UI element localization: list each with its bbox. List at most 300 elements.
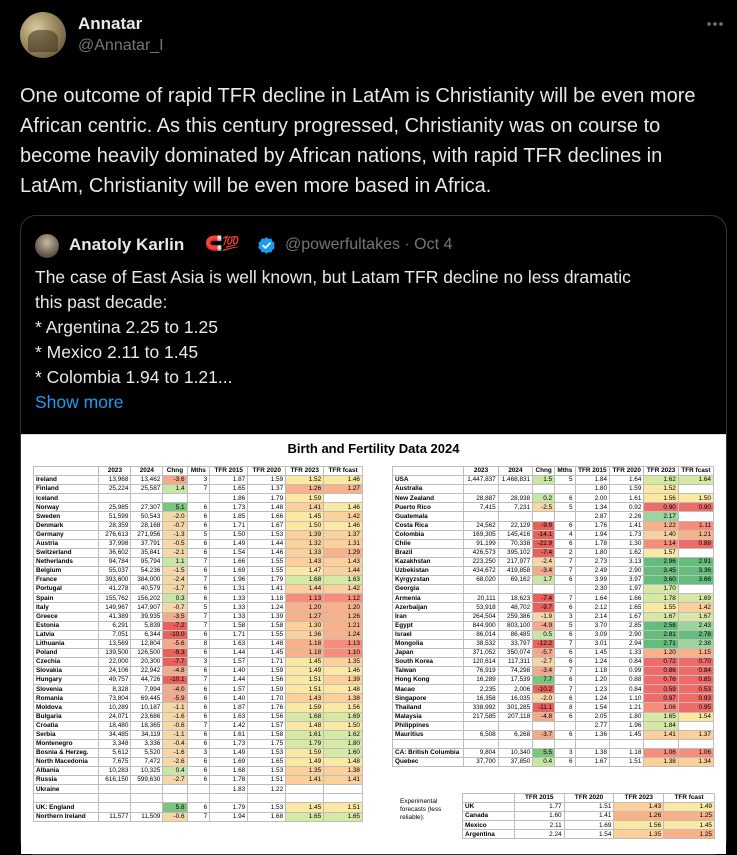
europe-row [34,758,363,767]
world-value-cell: 68,020 [464,576,498,585]
europe-value-cell: 599,630 [131,776,163,785]
europe-value-cell: 1.46 [324,476,363,485]
europe-value-cell: 50,543 [131,512,163,521]
world-country-cell: CA: British Columbia [393,748,464,757]
europe-value-cell: 7 [187,612,210,621]
europe-value-cell: 55,037 [99,567,131,576]
world-value-cell: 1.56 [644,494,678,503]
world-header-cell: TFR 2023 [644,467,678,476]
world-value-cell: 0.4 [533,758,555,767]
world-row [393,621,714,630]
europe-value-cell: 1.86 [210,494,248,503]
world-value-cell: 0.70 [678,657,713,666]
europe-country-cell: Denmark [34,521,99,530]
world-value-cell: 3 [555,612,576,621]
europe-value-cell: -7.2 [163,621,187,630]
world-row [393,730,714,739]
world-value-cell: 20,111 [464,594,498,603]
europe-value-cell: 1.35 [286,767,324,776]
world-value-cell: 6 [555,694,576,703]
europe-country-cell: Albania [34,767,99,776]
world-value-cell: 3.60 [644,576,678,585]
world-value-cell: 3.13 [610,557,644,566]
world-value-cell: 350,074 [498,648,532,657]
world-value-cell: 22,129 [498,521,532,530]
europe-value-cell: 1.68 [210,767,248,776]
europe-value-cell: 139,500 [99,648,131,657]
europe-value-cell: 3,336 [131,739,163,748]
world-value-cell: 338,992 [464,703,498,712]
europe-value-cell: 1.69 [210,758,248,767]
world-value-cell: 419,858 [498,567,532,576]
world-value-cell: 24,562 [464,521,498,530]
europe-country-cell: Slovenia [34,685,99,694]
world-value-cell: 91,199 [464,539,498,548]
world-value-cell: 1.21 [610,703,644,712]
world-row [393,712,714,721]
europe-value-cell: 1.40 [210,694,248,703]
world-value-cell: 76,919 [464,667,498,676]
europe-value-cell: 1.1 [163,557,187,566]
europe-value-cell: -0.5 [163,539,187,548]
europe-country-cell [34,794,99,803]
europe-value-cell: 22,000 [99,657,131,666]
world-value-cell [498,721,532,730]
europe-value-cell: 6 [187,594,210,603]
europe-value-cell: 1.27 [286,612,324,621]
world-country-cell: Japan [393,648,464,657]
world-row [393,557,714,566]
world-value-cell: 1.65 [610,603,644,612]
world-value-cell: 0.2 [533,494,555,503]
europe-value-cell: 28,359 [99,521,131,530]
experimental-country-cell: UK [463,803,515,812]
europe-value-cell: 5.1 [163,503,187,512]
world-value-cell: 53,918 [464,603,498,612]
world-value-cell [555,585,576,594]
world-value-cell [464,485,498,494]
world-value-cell: 48,702 [498,603,532,612]
world-value-cell: 1.38 [575,748,609,757]
europe-value-cell: 34,119 [131,730,163,739]
world-value-cell: 2.12 [575,603,609,612]
world-value-cell: 1.73 [610,530,644,539]
world-value-cell: 16,358 [464,694,498,703]
world-value-cell: -14.1 [533,530,555,539]
world-row [393,548,714,557]
world-value-cell: 6 [555,676,576,685]
europe-country-cell: UK: England [34,803,99,812]
world-value-cell: 259,386 [498,612,532,621]
europe-value-cell: 7 [187,557,210,566]
europe-row [34,730,363,739]
world-value-cell: 2.71 [644,639,678,648]
europe-value-cell: 1.42 [210,721,248,730]
world-value-cell: 1.7 [533,576,555,585]
europe-value-cell: 147,907 [131,603,163,612]
europe-header-cell [34,467,99,476]
europe-country-cell: Northern Ireland [34,812,99,821]
world-value-cell: 434,672 [464,567,498,576]
experimental-country-cell: Mexico [463,821,515,830]
world-value-cell: 1.14 [644,539,678,548]
world-value-cell [533,512,555,521]
experimental-row [463,821,715,830]
europe-value-cell: 1.57 [210,657,248,666]
europe-value-cell: 1.78 [210,776,248,785]
world-country-cell: Israel [393,630,464,639]
europe-value-cell: 1.76 [248,703,286,712]
europe-value-cell: 6 [187,803,210,812]
europe-value-cell: 1.83 [210,785,248,794]
world-country-cell: Guatemala [393,512,464,521]
europe-value-cell: 1.20 [286,603,324,612]
europe-value-cell [324,785,363,794]
world-value-cell: -3.4 [533,667,555,676]
europe-value-cell: 149,967 [99,603,131,612]
europe-country-cell: Italy [34,603,99,612]
europe-value-cell: 6 [187,567,210,576]
world-value-cell: -4.9 [533,621,555,630]
europe-value-cell: 1.53 [248,748,286,757]
world-value-cell: 37,850 [498,758,532,767]
europe-value-cell: 1.49 [286,667,324,676]
europe-value-cell: 1.52 [286,476,324,485]
europe-value-cell: 1.39 [248,612,286,621]
world-value-cell: 2,235 [464,685,498,694]
europe-value-cell: 6 [187,503,210,512]
europe-value-cell: 10,289 [99,703,131,712]
europe-value-cell: 1.57 [210,685,248,694]
europe-value-cell: 7 [187,721,210,730]
world-value-cell: 3.97 [610,576,644,585]
world-value-cell: 0.72 [644,657,678,666]
world-value-cell: 6 [555,576,576,585]
europe-value-cell: 1.61 [286,730,324,739]
world-value-cell: -3.7 [533,730,555,739]
world-value-cell: 2.90 [610,630,644,639]
europe-value-cell: -1.7 [163,585,187,594]
europe-value-cell: 6 [187,730,210,739]
world-value-cell: 0.88 [610,676,644,685]
europe-value-cell: 1.59 [286,703,324,712]
europe-header-cell: Chng [163,467,187,476]
quoted-post[interactable] [20,215,727,855]
world-value-cell: 6 [555,539,576,548]
world-value-cell: -4.8 [533,712,555,721]
europe-value-cell: 49,757 [99,676,131,685]
world-value-cell: 5 [555,503,576,512]
europe-value-cell [286,794,324,803]
europe-value-cell [286,785,324,794]
europe-country-cell: Switzerland [34,548,99,557]
world-value-cell: 1.78 [644,594,678,603]
world-value-cell: 1.10 [610,694,644,703]
europe-value-cell: 1.79 [248,494,286,503]
world-country-cell: Georgia [393,585,464,594]
europe-value-cell [99,785,131,794]
europe-value-cell: 6 [187,767,210,776]
europe-value-cell [163,794,187,803]
post-text: One outcome of rapid TFR decline in LatAm is Christianity will be even more African centric. As this century progressed, Christianity was on course to become heavily dominated by African nations, with rapid TFR declines in LatAm, Christianity will be even more based in Africa. [20,85,696,197]
europe-value-cell: 41,389 [99,612,131,621]
europe-value-cell: 1.67 [248,521,286,530]
europe-country-cell: Netherlands [34,557,99,566]
world-value-cell: 1.96 [610,721,644,730]
quoted-author-avatar[interactable] [35,234,59,258]
europe-value-cell: 1.87 [210,703,248,712]
europe-row [34,612,363,621]
quoted-text-line: * Colombia 1.94 to 1.21... [35,367,233,387]
europe-country-cell: Norway [34,503,99,512]
world-value-cell: 426,573 [464,548,498,557]
europe-value-cell: 1.41 [286,503,324,512]
world-country-cell: Uzbekistan [393,567,464,576]
europe-value-cell: 1.48 [324,758,363,767]
europe-value-cell: 7 [187,576,210,585]
europe-value-cell: 1.46 [248,548,286,557]
world-value-cell [678,512,713,521]
europe-value-cell [324,494,363,503]
world-value-cell: 0.90 [644,503,678,512]
author-handle[interactable]: @Annatar_I [78,37,164,54]
europe-value-cell: 1.44 [210,648,248,657]
world-value-cell: 1.80 [610,712,644,721]
world-value-cell [498,485,532,494]
world-value-cell: 1.20 [644,648,678,657]
world-value-cell: 2.96 [644,557,678,566]
europe-value-cell: 73,804 [99,694,131,703]
world-value-cell [464,585,498,594]
europe-value-cell: 18,480 [99,721,131,730]
europe-country-cell: Ukraine [34,785,99,794]
world-value-cell [575,739,609,748]
world-value-cell: 0.85 [678,676,713,685]
europe-country-cell: Croatia [34,721,99,730]
europe-value-cell: 1.58 [248,621,286,630]
europe-value-cell: 1.49 [210,748,248,757]
world-value-cell [610,739,644,748]
europe-value-cell: 1.45 [286,657,324,666]
europe-value-cell: 18,365 [131,721,163,730]
world-value-cell: -1.9 [533,612,555,621]
europe-value-cell: 1.41 [286,776,324,785]
world-value-cell: 1.70 [644,585,678,594]
world-value-cell: 2.00 [575,494,609,503]
world-value-cell [678,585,713,594]
europe-row [34,585,363,594]
world-value-cell: -3.4 [533,567,555,576]
europe-value-cell: -5.6 [163,639,187,648]
europe-value-cell: 6 [187,703,210,712]
world-country-cell: Philippines [393,721,464,730]
europe-header-cell: 2023 [99,467,131,476]
world-value-cell: 3.36 [678,567,713,576]
europe-value-cell: 40,579 [131,585,163,594]
europe-country-cell: Czechia [34,657,99,666]
europe-value-cell: 156,202 [131,594,163,603]
experimental-value-cell: 1.26 [614,812,664,821]
europe-value-cell: 8,328 [99,685,131,694]
europe-value-cell: 20,300 [131,657,163,666]
europe-value-cell: 34,485 [99,730,131,739]
europe-value-cell: 25,985 [99,503,131,512]
world-value-cell: 2.73 [575,557,609,566]
europe-value-cell: -2.4 [163,576,187,585]
europe-value-cell: -0.6 [163,812,187,821]
world-value-cell: 1.38 [644,758,678,767]
world-country-cell: Singapore [393,694,464,703]
europe-value-cell: 5 [187,530,210,539]
europe-value-cell: -9.3 [163,648,187,657]
europe-value-cell: 1.56 [248,712,286,721]
europe-value-cell [99,794,131,803]
europe-value-cell: 1.68 [286,712,324,721]
europe-row [34,803,363,812]
europe-value-cell: 384,000 [131,576,163,585]
europe-value-cell: 7 [187,485,210,494]
europe-value-cell: 1.65 [210,485,248,494]
author-avatar[interactable] [20,12,66,58]
europe-country-cell: Hungary [34,676,99,685]
europe-value-cell: 1.21 [324,621,363,630]
europe-value-cell: 1.41 [248,585,286,594]
europe-value-cell: 1.56 [248,676,286,685]
world-value-cell: -2.5 [533,503,555,512]
europe-value-cell [163,494,187,503]
europe-value-cell: 37,791 [131,539,163,548]
europe-value-cell: 1.71 [210,521,248,530]
experimental-row [463,812,715,821]
world-value-cell: -7.4 [533,548,555,557]
world-value-cell: 117,311 [498,657,532,666]
world-value-cell: 7.7 [533,676,555,685]
experimental-value-cell: 1.45 [664,821,715,830]
europe-row [34,476,363,485]
europe-value-cell: 1.35 [324,657,363,666]
experimental-value-cell: 2.24 [514,830,564,839]
europe-header-cell: TFR 2015 [210,467,248,476]
world-value-cell: 0.84 [610,685,644,694]
world-value-cell: 74,298 [498,667,532,676]
world-header-cell: 2024 [498,467,532,476]
europe-value-cell: 1.79 [248,576,286,585]
europe-value-cell: 1.45 [286,512,324,521]
europe-value-cell: 5.8 [163,803,187,812]
europe-country-cell: North Macedonia [34,758,99,767]
europe-value-cell: 271,956 [131,530,163,539]
europe-value-cell: 1.57 [248,721,286,730]
quoted-author-name[interactable]: Anatoly Karlin [69,235,185,254]
europe-value-cell: 41,278 [99,585,131,594]
world-row [393,657,714,666]
europe-value-cell: 13,968 [99,476,131,485]
world-value-cell: 0.84 [610,657,644,666]
experimental-value-cell: 1.25 [664,830,715,839]
world-value-cell: 1.55 [644,603,678,612]
europe-value-cell: 5,839 [131,621,163,630]
europe-value-cell: 6 [187,585,210,594]
europe-value-cell: 10,325 [131,767,163,776]
more-options-icon[interactable] [703,12,727,36]
world-value-cell: 264,504 [464,612,498,621]
world-value-cell: 1.65 [644,712,678,721]
world-value-cell: 6 [555,630,576,639]
europe-value-cell: 1.55 [248,567,286,576]
attached-spreadsheet-image[interactable] [21,434,726,854]
europe-value-cell: -1.6 [163,748,187,757]
europe-value-cell: -0.7 [163,603,187,612]
europe-value-cell: 10,283 [99,767,131,776]
world-value-cell: 3.70 [575,621,609,630]
europe-value-cell: 1.65 [286,812,324,821]
world-row [393,648,714,657]
europe-value-cell: 1.43 [286,557,324,566]
experimental-value-cell: 1.54 [564,830,614,839]
europe-value-cell: 5,612 [99,748,131,757]
europe-value-cell: 3 [187,657,210,666]
world-value-cell: 38,532 [464,639,498,648]
world-country-cell: Armenia [393,594,464,603]
europe-value-cell: -4.0 [163,685,187,694]
world-value-cell: 844,900 [464,621,498,630]
world-value-cell: -9.7 [533,603,555,612]
europe-value-cell: 1.53 [248,803,286,812]
world-value-cell: 2.91 [678,557,713,566]
europe-value-cell: 1.48 [286,721,324,730]
world-value-cell: 6 [555,730,576,739]
europe-value-cell: 8 [187,639,210,648]
europe-value-cell: 1.65 [248,758,286,767]
experimental-value-cell: 2.11 [514,821,564,830]
experimental-row [463,830,715,839]
world-value-cell: 6 [555,603,576,612]
world-country-cell: Chile [393,539,464,548]
europe-value-cell: -0.4 [163,739,187,748]
europe-value-cell: 1.27 [324,485,363,494]
world-value-cell: 1.22 [644,521,678,530]
europe-value-cell: 11,509 [131,812,163,821]
europe-value-cell: 6 [187,512,210,521]
world-value-cell: 9,804 [464,748,498,757]
world-value-cell [678,548,713,557]
quoted-text [35,265,715,390]
europe-header-cell: Mths [187,467,210,476]
europe-header-cell: TFR 2020 [248,467,286,476]
world-country-cell: South Korea [393,657,464,666]
world-value-cell: 6 [555,648,576,657]
europe-value-cell: 6,291 [99,621,131,630]
europe-value-cell: 1.32 [286,539,324,548]
quoted-handle-date[interactable]: @powerfultakes · Oct 4 [285,236,453,253]
world-value-cell: 0.93 [678,694,713,703]
world-value-cell: 16,035 [498,694,532,703]
europe-value-cell: 1.48 [248,639,286,648]
europe-value-cell: 1.58 [248,730,286,739]
world-value-cell: 2.14 [575,612,609,621]
europe-value-cell: -1.6 [163,712,187,721]
world-value-cell: 1.18 [610,748,644,757]
world-value-cell: 1.45 [575,648,609,657]
europe-value-cell: -10.1 [163,676,187,685]
world-header-cell: Chng [533,467,555,476]
author-name[interactable]: Annatar [78,14,143,33]
europe-row [34,557,363,566]
show-more-link[interactable]: Show more [35,392,124,412]
europe-value-cell: 36,602 [99,548,131,557]
world-value-cell: 1.80 [575,485,609,494]
world-value-cell: 217,585 [464,712,498,721]
